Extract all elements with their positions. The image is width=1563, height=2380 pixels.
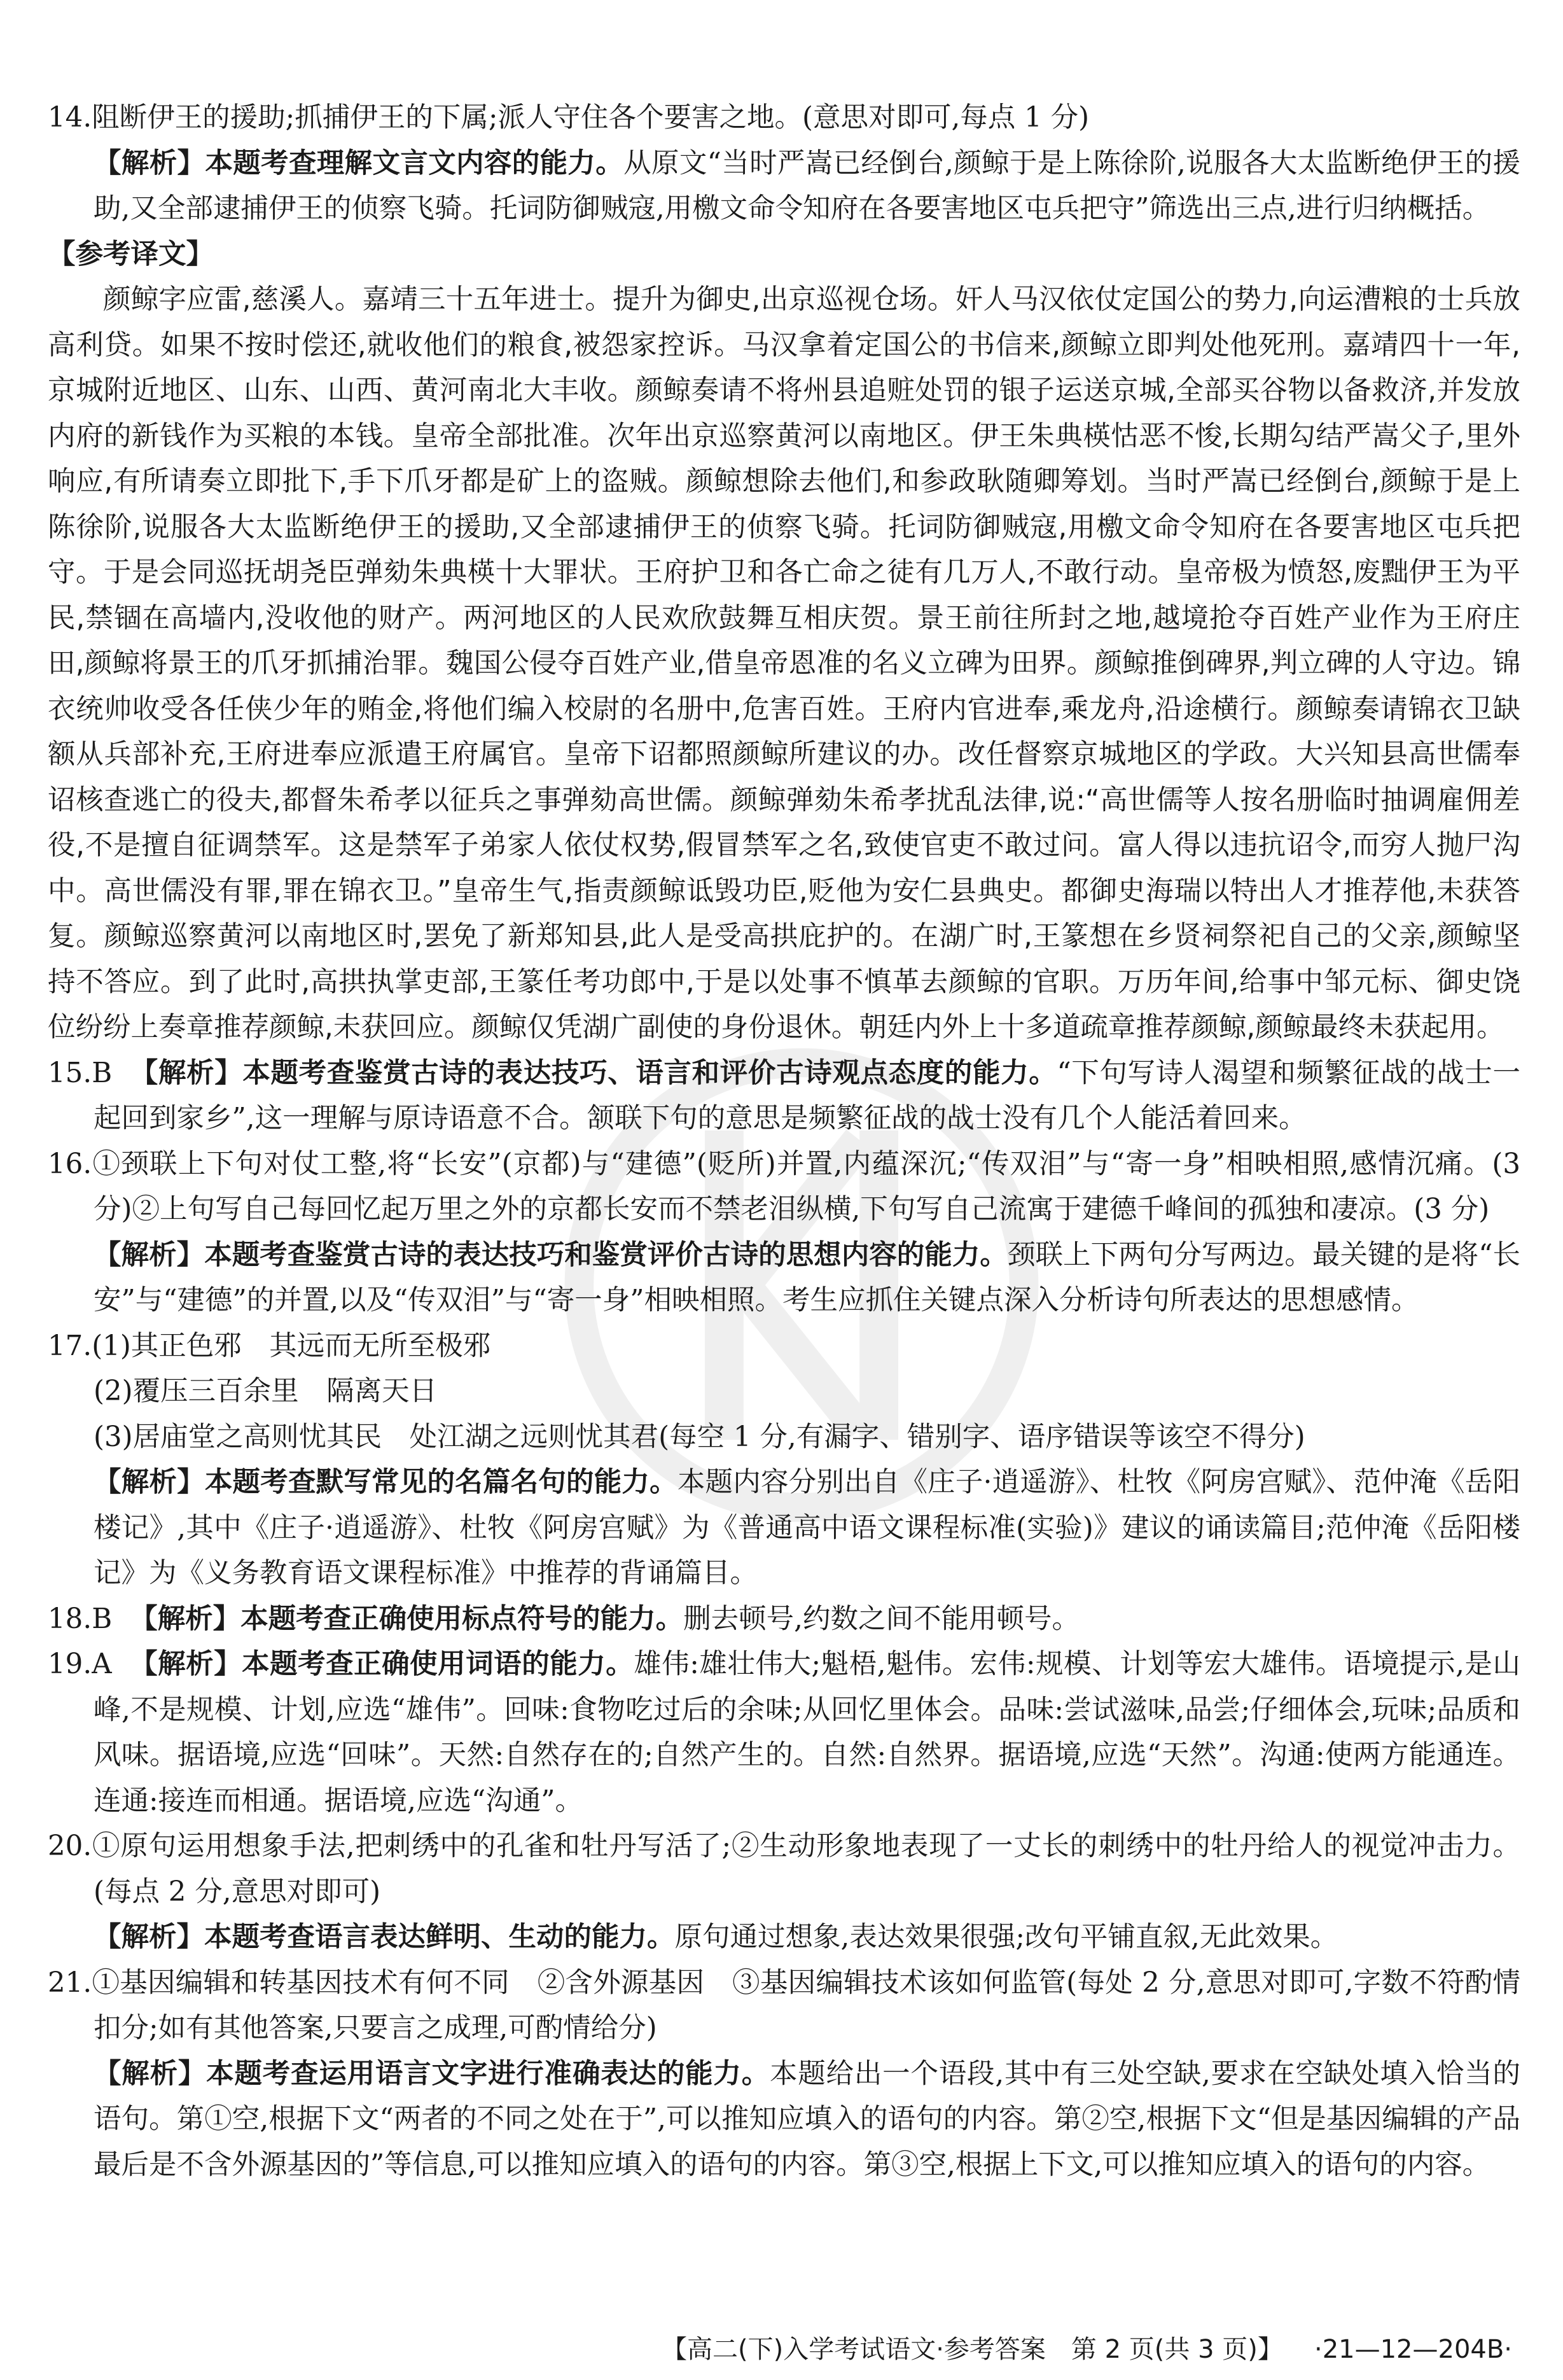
q16-analysis	[48, 1233, 1520, 1324]
q21-analysis-text: 本题给出一个语段,其中有三处空缺,要求在空缺处填入恰当的语句。第①空,根据下文“两者的不同之处在于”,可以推知应填入的语句的内容。第②空,根据下文“但是基因编辑的产品最后是不含外源基因的”等信息,可以推知应填入的语句的内容。第③空,根据上下文,可以推知应填入的语句的内容。	[94, 2057, 1521, 2181]
q15-analysis-lead: 本题考查鉴赏古诗的表达技巧、语言和评价古诗观点态度的能力。	[242, 1057, 1057, 1089]
question-20	[48, 1824, 1520, 1961]
footer-page-info: 【高二(下)入学考试语文·参考答案 第 2 页(共 3 页)】	[662, 2335, 1283, 2364]
q14-analysis-tag: 【解析】	[94, 147, 205, 179]
translation-heading: 【参考译文】	[48, 238, 214, 270]
q17-item-1: 17.(1)其正色邪 其远而无所至极邪	[48, 1330, 491, 1362]
q20-analysis-tag: 【解析】	[94, 1921, 204, 1953]
q21-analysis-tag: 【解析】	[94, 2057, 207, 2090]
q17-analysis	[48, 1460, 1520, 1597]
q17-number: 17.	[48, 1330, 92, 1362]
q15-line	[48, 1051, 1520, 1142]
q17-item-3: (3)居庙堂之高则忧其民 处江湖之远则忧其君(每空 1 分,有漏字、错别字、语序错误等该空不得分)	[94, 1421, 1305, 1453]
reference-translation	[48, 232, 1520, 1051]
q19-number: 19.	[48, 1648, 92, 1680]
question-16	[48, 1142, 1520, 1324]
question-15	[48, 1051, 1520, 1142]
q21-analysis	[48, 2052, 1520, 2189]
q16-analysis-lead: 本题考查鉴赏古诗的表达技巧和鉴赏评价古诗的思想内容的能力。	[204, 1239, 1008, 1271]
q15-answer-letter: B	[92, 1057, 113, 1089]
translation-text: 颜鲸字应雷,慈溪人。嘉靖三十五年进士。提升为御史,出京巡视仓场。奸人马汉依仗定国公的势力,向运漕粮的士兵放高利贷。如果不按时偿还,就收他们的粮食,被怨家控诉。马汉拿着定国公的书信来,颜鲸立即判处他死刑。嘉靖四十一年,京城附近地区、山东、山西、黄河南北大丰收。颜鲸奏请不将州县追赃处罚的银子运送京城,全部买谷物以备救济,并发放内府的新钱作为买粮的本钱。皇帝全部批准。次年出京巡察黄河以南地区。伊王朱典楧怙恶不悛,长期勾结严嵩父子,里外响应,有所请奏立即批下,手下爪牙都是矿上的盗贼。颜鲸想除去他们,和参政耿随卿筹划。当时严嵩已经倒台,颜鲸于是上陈徐阶,说服各大太监断绝伊王的援助,又全部逮捕伊王的侦察飞骑。托词防御贼寇,用檄文命令知府在各要害地区屯兵把守。于是会同巡抚胡尧臣弹劾朱典楧十大罪状。王府护卫和各亡命之徒有几万人,不敢行动。皇帝极为愤怒,废黜伊王为平民,禁锢在高墙内,没收他的财产。两河地区的人民欢欣鼓舞互相庆贺。景王前往所封之地,越境抢夺百姓产业作为王府庄田,颜鲸将景王的爪牙抓捕治罪。魏国公侵夺百姓产业,借皇帝恩准的名义立碑为田界。颜鲸推倒碑界,判立碑的人守边。锦衣统帅收受各任侠少年的贿金,将他们编入校尉的名册中,危害百姓。王府内官进奉,乘龙舟,沿途横行。颜鲸奏请锦衣卫缺额从兵部补充,王府进奉应派遣王府属官。皇帝下诏都照颜鲸所建议的办。改任督察京城地区的学政。大兴知县高世儒奉诏核查逃亡的役夫,都督朱希孝以征兵之事弹劾高世儒。颜鲸弹劾朱希孝扰乱法律,说:“高世儒等人按名册临时抽调雇佣差役,不是擅自征调禁军。这是禁军子弟家人依仗权势,假冒禁军之名,致使官吏不敢过问。富人得以违抗诏令,而穷人抛尸沟中。高世儒没有罪,罪在锦衣卫。”皇帝生气,指责颜鲸诋毁功臣,贬他为安仁县典史。都御史海瑞以特出人才推荐他,未获答复。颜鲸巡察黄河以南地区时,罢免了新郑知县,此人是受高拱庇护的。在湖广时,王篆想在乡贤祠祭祀自己的父亲,颜鲸坚持不答应。到了此时,高拱执掌吏部,王篆任考功郎中,于是以处事不慎革去颜鲸的官职。万历年间,给事中邹元标、御史饶位纷纷上奏章推荐颜鲸,未获回应。颜鲸仅凭湖广副使的身份退休。朝廷内外上十多道疏章推荐颜鲸,颜鲸最终未获起用。	[48, 284, 1520, 1043]
q17-analysis-tag: 【解析】	[94, 1466, 205, 1498]
question-14	[48, 95, 1520, 232]
q20-answer	[48, 1824, 1520, 1915]
q16-analysis-tag: 【解析】	[94, 1239, 205, 1271]
question-19	[48, 1642, 1520, 1824]
q21-number: 21.	[48, 1966, 92, 1999]
q14-analysis-lead: 本题考查理解文言文内容的能力。	[205, 147, 624, 179]
question-18	[48, 1597, 1520, 1643]
q16-answer	[48, 1142, 1520, 1233]
q17-analysis-text: 本题内容分别出自《庄子·逍遥游》、杜牧《阿房宫赋》、范仲淹《岳阳楼记》,其中《庄子·逍遥游》、杜牧《阿房宫赋》为《普通高中语文课程标准(实验)》建议的诵读篇目;范仲淹《岳阳楼记》为《义务教育语文课程标准》中推荐的背诵篇目。	[94, 1466, 1521, 1589]
q19-analysis-lead: 本题考查正确使用词语的能力。	[242, 1648, 634, 1680]
q14-analysis-text: 从原文“当时严嵩已经倒台,颜鲸于是上陈徐阶,说服各大太监断绝伊王的援助,又全部逮捕伊王的侦察飞骑。托词防御贼寇,用檄文命令知府在各要害地区屯兵把守”筛选出三点,进行归纳概括。	[94, 147, 1520, 225]
q16-answer-text: ①颈联上下句对仗工整,将“长安”(京都)与“建德”(贬所)并置,内蕴深沉;“传双泪”与“寄一身”相映相照,感情沉痛。(3 分)②上句写自己每回忆起万里之外的京都长安而不禁老泪纵横,下句写自己流寓于建德千峰间的孤独和凄凉。(3 分)	[92, 1148, 1520, 1225]
q18-line	[48, 1597, 1520, 1643]
question-17	[48, 1324, 1520, 1597]
q15-number: 15.	[48, 1057, 92, 1089]
q14-analysis	[48, 141, 1520, 232]
q18-analysis-tag: 【解析】	[130, 1603, 241, 1635]
q20-number: 20.	[48, 1830, 92, 1862]
q15-analysis-text: “下句写诗人渴望和频繁征战的战士一起回到家乡”,这一理解与原诗语意不合。颔联下句的意思是频繁征战的战士没有几个人能活着回来。	[94, 1057, 1521, 1134]
q20-analysis-lead: 本题考查语言表达鲜明、生动的能力。	[204, 1921, 675, 1953]
q18-analysis-lead: 本题考查正确使用标点符号的能力。	[240, 1603, 684, 1635]
q18-number: 18.	[48, 1603, 92, 1635]
q20-analysis	[48, 1915, 1520, 1961]
q19-analysis-text: 雄伟:雄壮伟大;魁梧,魁伟。宏伟:规模、计划等宏大雄伟。语境提示,是山峰,不是规模、计划,应选“雄伟”。回味:食物吃过后的余味;从回忆里体会。品味:尝试滋味,品尝;仔细体会,玩味;品质和风味。据语境,应选“回味”。天然:自然存在的;自然产生的。自然:自然界。据语境,应选“天然”。沟通:使两方能通连。连通:接连而相通。据语境,应选“沟通”。	[94, 1648, 1521, 1817]
q16-number: 16.	[48, 1148, 92, 1180]
answer-content	[48, 95, 1520, 2188]
q21-analysis-lead: 本题考查运用语言文字进行准确表达的能力。	[206, 2057, 770, 2090]
q18-analysis-text: 删去顿号,约数之间不能用顿号。	[683, 1603, 1080, 1635]
footer-exam-code: ·21—12—204B·	[1314, 2335, 1512, 2364]
q15-analysis-tag: 【解析】	[130, 1057, 243, 1089]
q19-answer-letter: A	[92, 1648, 112, 1680]
q19-line	[48, 1642, 1520, 1824]
question-21	[48, 1961, 1520, 2189]
q18-answer-letter: B	[92, 1603, 113, 1635]
q21-answer-text: ①基因编辑和转基因技术有何不同 ②含外源基因 ③基因编辑技术该如何监管(每处 2 分,意思对即可,字数不符酌情扣分;如有其他答案,只要言之成理,可酌情给分)	[92, 1966, 1520, 2044]
q19-analysis-tag: 【解析】	[129, 1648, 242, 1680]
q17-item-2: (2)覆压三百余里 隔离天日	[94, 1375, 438, 1407]
q17-analysis-lead: 本题考查默写常见的名篇名句的能力。	[204, 1466, 677, 1498]
q16-analysis-text: 颈联上下两句分写两边。最关键的是将“长安”与“建德”的并置,以及“传双泪”与“寄一身”相映相照。考生应抓住关键点深入分析诗句所表达的思想感情。	[94, 1239, 1521, 1316]
q14-answer	[48, 95, 1520, 141]
q14-answer-text: 阻断伊王的援助;抓捕伊王的下属;派人守住各个要害之地。(意思对即可,每点 1 分)	[92, 102, 1090, 134]
q14-number: 14.	[48, 102, 92, 134]
q20-analysis-text: 原句通过想象,表达效果很强;改句平铺直叙,无此效果。	[674, 1921, 1338, 1953]
q21-answer	[48, 1961, 1520, 2052]
q20-answer-text: ①原句运用想象手法,把刺绣中的孔雀和牡丹写活了;②生动形象地表现了一丈长的刺绣中的牡丹给人的视觉冲击力。(每点 2 分,意思对即可)	[92, 1830, 1520, 1908]
